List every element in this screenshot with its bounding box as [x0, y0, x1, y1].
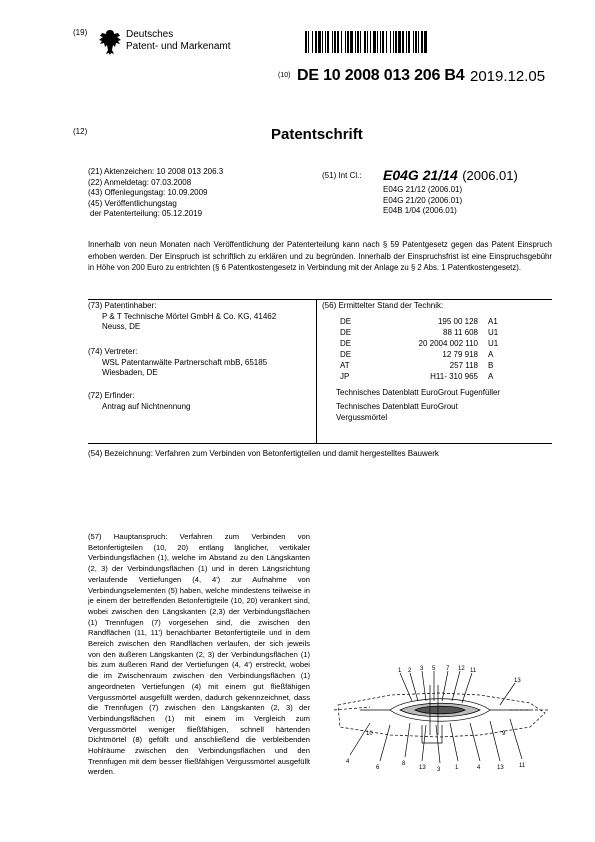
figure-label: 13	[514, 678, 521, 684]
prior-art-number: 20 2004 002 110	[418, 338, 478, 348]
prior-art-npl2-line1: Technisches Datenblatt EuroGrout	[336, 402, 458, 411]
prior-art-number: 195 00 128	[437, 316, 478, 326]
prior-art-kind: A1	[488, 316, 498, 326]
publication-date: (43) Offenlegungstag: 10.09.2009	[88, 188, 208, 197]
prior-art-number: 257 118	[449, 360, 478, 370]
ipc-main-year: (2006.01)	[462, 168, 518, 183]
figure-label: 8	[402, 761, 406, 767]
ipc-secondary-list	[383, 185, 462, 217]
prior-art-kind: U1	[488, 338, 499, 348]
figure-label: 9	[502, 731, 506, 737]
prior-art-row	[322, 338, 552, 349]
box-top-rule	[88, 299, 552, 300]
prior-art-block	[322, 301, 552, 423]
barcode	[305, 31, 553, 53]
prior-art-npl1: Technisches Datenblatt EuroGrout Fugenfüller	[336, 387, 501, 397]
owner-line2: Neuss, DE	[102, 322, 141, 331]
inventor-block	[88, 391, 313, 412]
prior-art-country: JP	[340, 371, 350, 381]
ipc-main: E04G 21/14	[383, 167, 458, 183]
ipc-label: (51) Int Cl.:	[322, 171, 362, 180]
owner-block	[88, 301, 313, 333]
prior-art-number: H11- 310 965	[430, 371, 478, 381]
owner-line1: P & T Technische Mörtel GmbH & Co. KG, 41462	[102, 311, 277, 321]
prior-art-country: DE	[340, 349, 352, 359]
code-19: (19)	[73, 28, 88, 37]
prior-art-kind: U1	[488, 327, 499, 337]
prior-art-npl2-line2: Vergussmörtel	[336, 412, 388, 422]
code-10: (10)	[278, 72, 291, 79]
figure-label: 13	[419, 765, 426, 771]
prior-art-table	[322, 316, 552, 382]
office-name-line1: Deutsches	[126, 29, 174, 40]
ipc-secondary: E04B 1/04 (2006.01)	[383, 206, 457, 215]
ipc-secondary: E04G 21/12 (2006.01)	[383, 185, 463, 194]
figure-label: 3	[437, 767, 441, 773]
filing-date: (22) Anmeldetag: 07.03.2008	[88, 177, 192, 187]
figure-label: 12	[458, 666, 465, 672]
figure-label: 1	[398, 668, 402, 674]
prior-art-row	[322, 349, 552, 360]
grant-publication-label: (45) Veröffentlichungstag	[88, 198, 177, 208]
figure-label: 13	[497, 765, 504, 771]
inventor-line1: Antrag auf Nichtnennung	[102, 401, 191, 411]
document-date: 2019.12.05	[470, 68, 546, 85]
figure-label: 10	[366, 731, 373, 737]
grant-publication-date: der Patenterteilung: 05.12.2019	[90, 209, 203, 218]
invention-title: (54) Bezeichnung: Verfahren zum Verbinden von Betonfertigteilen und damit hergestelltes Bauwerk	[88, 449, 439, 458]
agent-line1: WSL Patentanwälte Partnerschaft mbB, 65185	[102, 357, 268, 367]
agent-block	[88, 347, 313, 379]
application-number: (21) Aktenzeichen: 10 2008 013 206.3	[88, 167, 224, 176]
document-type: Patentschrift	[271, 126, 363, 143]
agent-line2: Wiesbaden, DE	[102, 368, 158, 377]
figure-label: 1	[455, 765, 459, 771]
box-bottom-rule	[88, 443, 552, 444]
prior-art-country: DE	[340, 338, 352, 348]
prior-art-label: (56) Ermittelter Stand der Technik:	[322, 301, 444, 310]
figure-label: 3	[420, 666, 424, 672]
figure-label: 2	[408, 668, 412, 674]
main-claim-abstract: (57) Hauptanspruch: Verfahren zum Verbinden von Betonfertigteilen (10, 20) entlang länglicher, vertikaler Verbindungsflächen (1), welche im Abstand zu den Längskanten (2, 3) der Verbindungsflächen (1) und in deren Längsrichtung verlaufende Vertiefungen (4, 4') zur Aufnahme von Verbindungselementen (5) haben, welche mindestens teilweise in je einem der betreffenden Betonfertigteile (10, 20) verankert sind, wobei zwischen den Längskanten (2,3) der Verbindungsflächen (1) Trennfugen (7) vorgesehen sind, die zwischen den Randflächen (11, 11') benachbarter Betonfertigteile und in dem Bereich zwischen den Randflächen verlaufen, der sich jeweils von den äußeren Längskanten (2, 3) der Verbindungsflächen (1) bis zum äußeren Rand der Vertiefungen (4, 4') erstreckt, wobei die im Zwischenraum zwischen den Verbindungsflächen (1) angeordneten Vertiefungen (4) mit einem gut fließfähigen Vergussmörtel ausgefüllt werden, dadurch gekennzeichnet, dass die Trennfugen (7) zwischen den Längskanten (2, 3) der Verbindungsflächen (1) mit einem im Vergleich zum Vergussmörtel weniger fließfähigen, schnell härtenden Dichtmörtel (8) gefüllt und anschließend die verbleibenden Hohlräume zwischen den Verbindungsflächen und den Trennfugen mit dem besser fließfähigen Vergussmörtel ausgefüllt werden.	[88, 532, 310, 777]
box-divider	[316, 299, 317, 443]
technical-drawing	[330, 665, 555, 785]
prior-art-number: 12 79 918	[442, 349, 478, 359]
ipc-secondary: E04G 21/20 (2006.01)	[383, 195, 463, 205]
figure-label: 11	[470, 668, 477, 674]
office-name-line2: Patent- und Markenamt	[126, 41, 231, 52]
document-number: DE 10 2008 013 206 B4	[297, 67, 465, 84]
inventor-label: (72) Erfinder:	[88, 391, 135, 400]
figure-label: 4	[346, 759, 350, 765]
figure-label: 11	[519, 763, 526, 769]
prior-art-kind: A	[488, 349, 494, 359]
code-12: (12)	[73, 127, 88, 136]
agent-label: (74) Vertreter:	[88, 347, 138, 356]
prior-art-country: AT	[340, 360, 350, 370]
figure-label: 4	[477, 765, 481, 771]
prior-art-row	[322, 327, 552, 338]
prior-art-country: DE	[340, 316, 352, 326]
prior-art-row	[322, 360, 552, 371]
prior-art-kind: A	[488, 371, 494, 381]
federal-eagle-icon	[98, 28, 122, 56]
figure-label: 5	[432, 666, 436, 672]
prior-art-country: DE	[340, 327, 352, 337]
prior-art-kind: B	[488, 360, 494, 370]
prior-art-row	[322, 371, 552, 382]
figure-label: 7	[446, 666, 450, 672]
opposition-notice: Innerhalb von neun Monaten nach Veröffentlichung der Patenterteilung kann nach § 59 Patentgesetz gegen das Patent Einspruch erhoben werden. Der Einspruch ist schriftlich zu erklären und zu begründen. Innerhalb der Einspruchsfrist ist eine Einspruchsgebühr in Höhe von 200 Euro zu entrichten (§ 6 Patentkostengesetz in Verbindung mit der Anlage zu § 2 Abs. 1 Patentkostengesetz).	[88, 240, 552, 272]
bibliographic-data	[88, 167, 308, 220]
prior-art-row	[322, 316, 552, 327]
figure-label: 6	[376, 765, 380, 771]
owner-label: (73) Patentinhaber:	[88, 301, 157, 310]
prior-art-number: 88 11 608	[443, 327, 478, 337]
